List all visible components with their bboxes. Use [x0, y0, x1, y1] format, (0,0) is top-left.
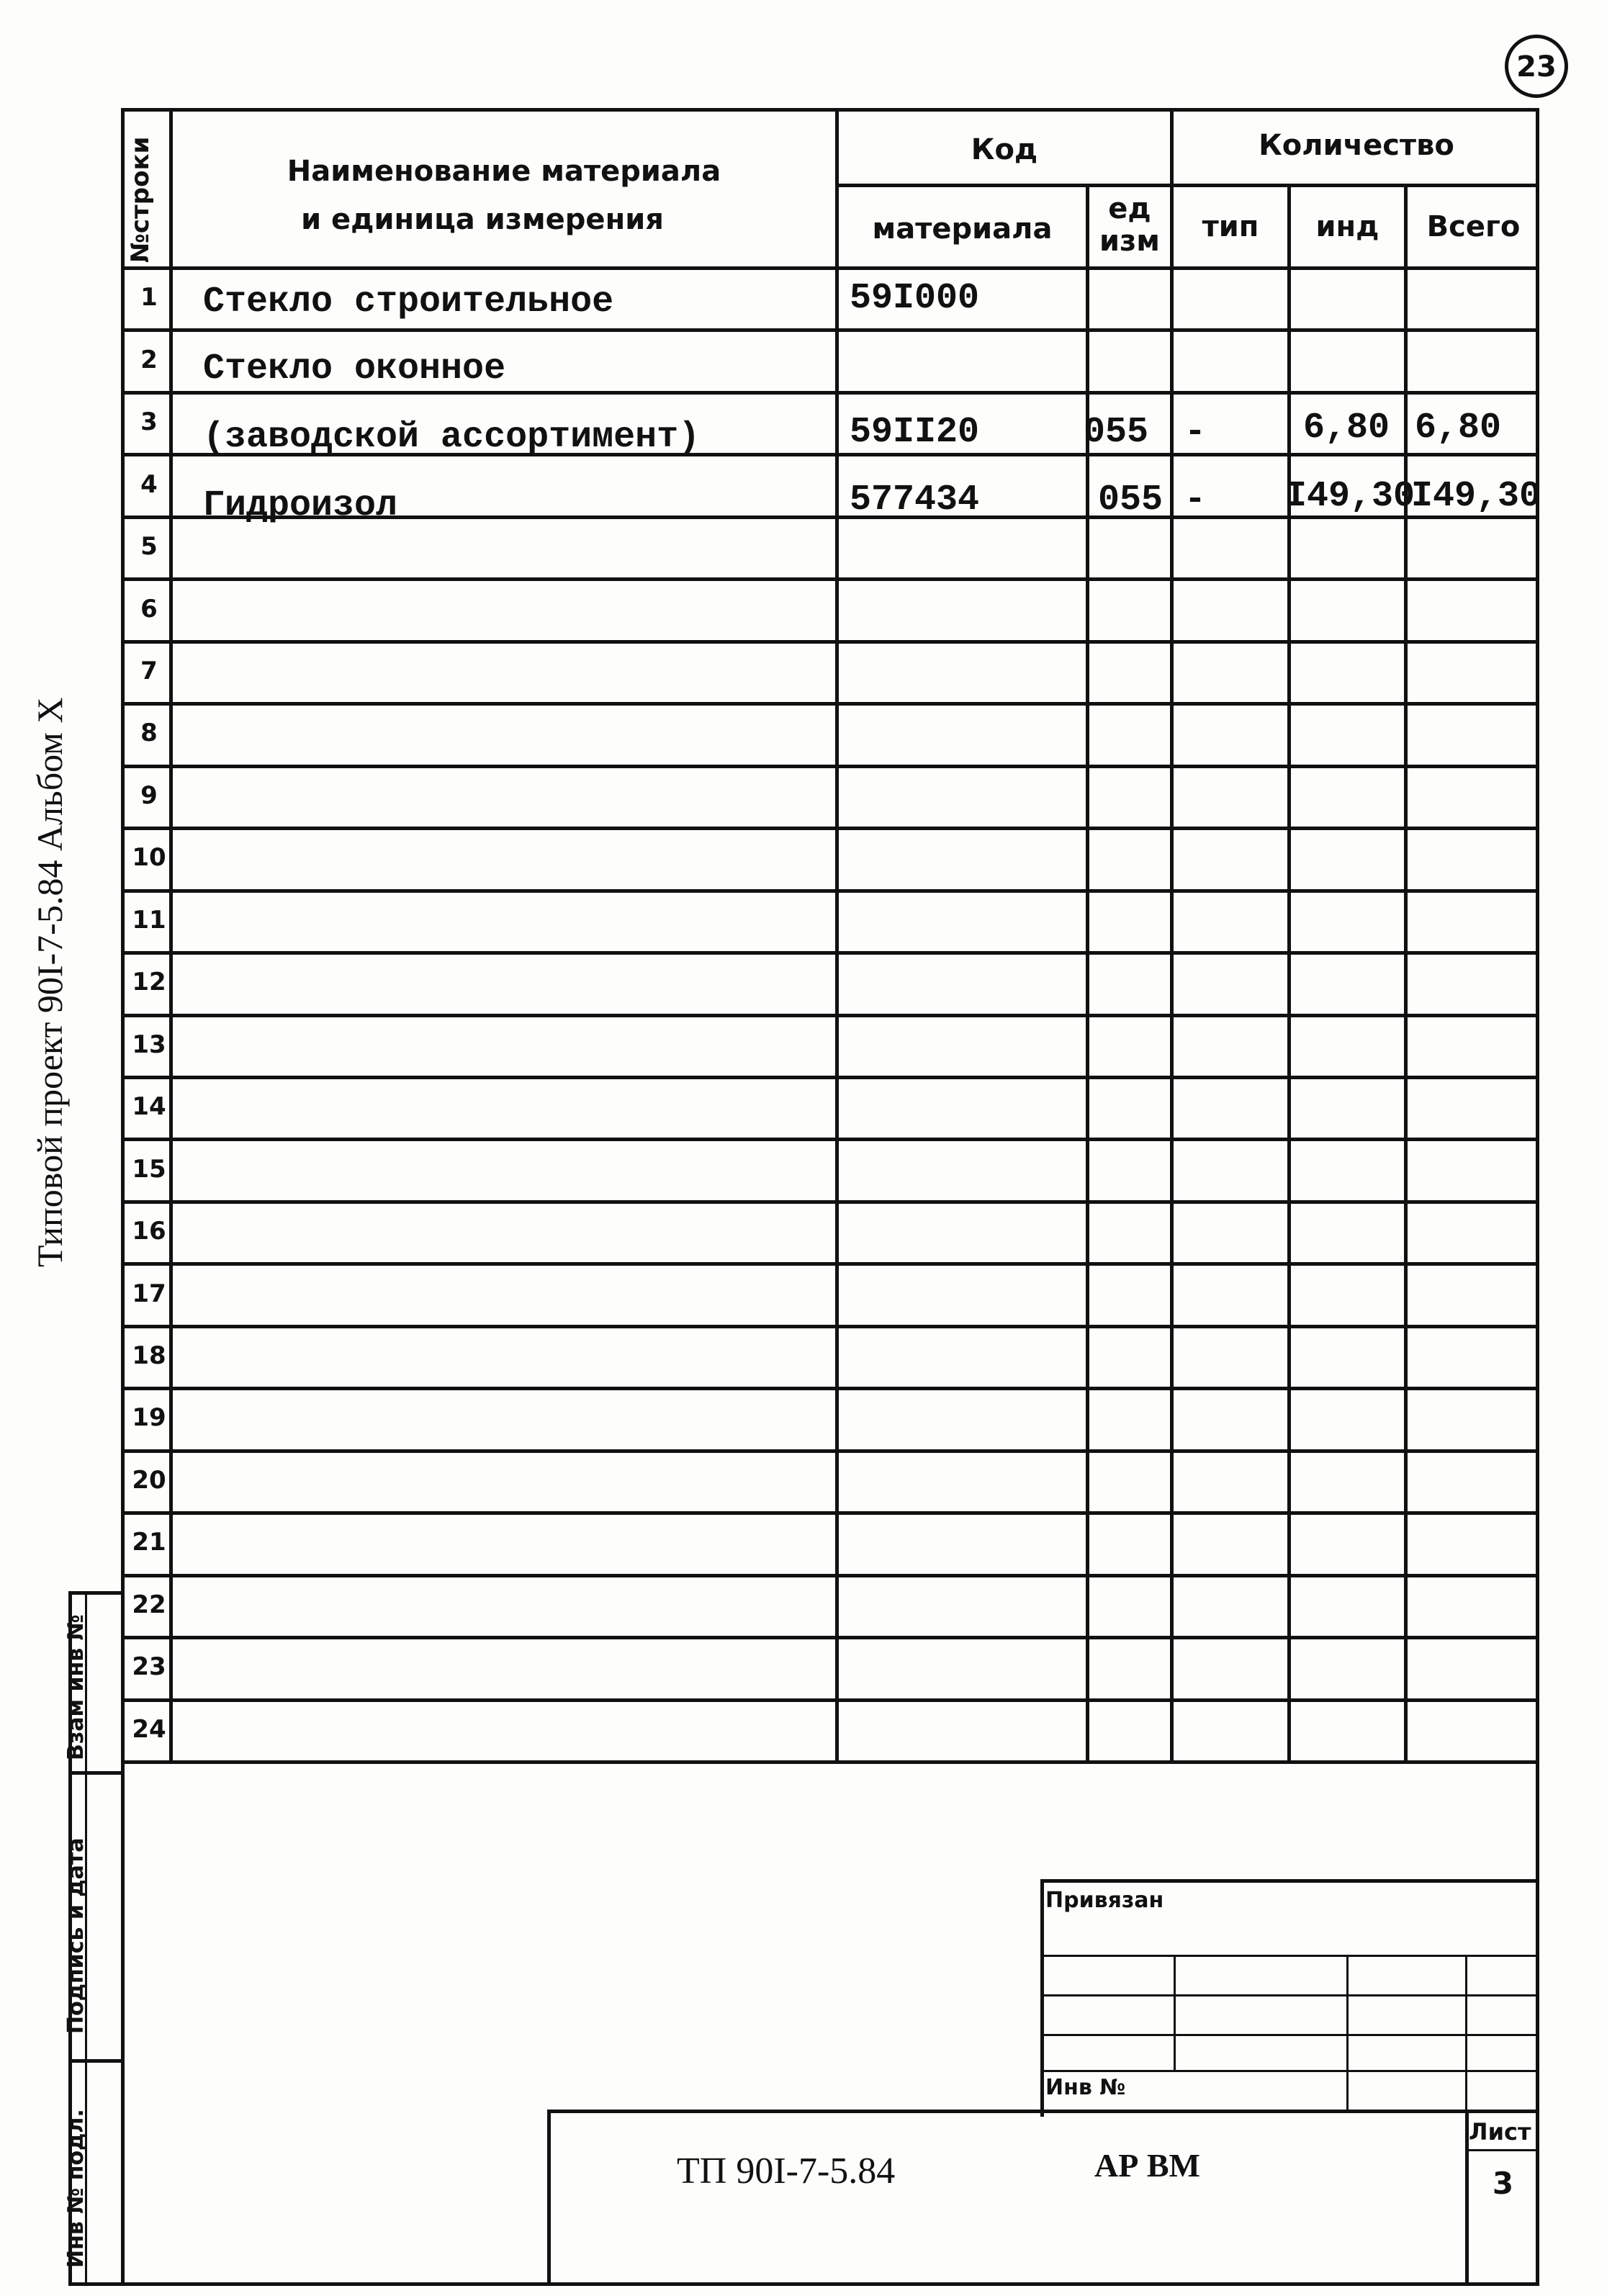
lower-frame	[121, 1760, 1539, 2286]
tb-sheet-split	[1465, 2149, 1539, 2151]
row-separator	[121, 889, 1539, 893]
row-number: 20	[132, 1465, 166, 1495]
row-separator	[121, 827, 1539, 830]
row-separator	[121, 640, 1539, 644]
row-number: 2	[140, 345, 158, 374]
row-3-type: -	[1184, 412, 1207, 453]
row-number: 17	[132, 1279, 166, 1308]
row-separator	[121, 1449, 1539, 1453]
row-number: 6	[140, 594, 158, 623]
col-line-type	[1287, 184, 1291, 1764]
header-code-material: материала	[872, 212, 1053, 246]
tb-vline-2	[1346, 1955, 1349, 2110]
tb-vline-3	[1465, 1955, 1467, 2110]
row-number: 18	[132, 1341, 166, 1371]
row-1-name: Стекло строительное	[203, 282, 614, 323]
header-unit-1: ед	[1108, 192, 1151, 225]
row-separator	[121, 391, 1539, 395]
page-number: 23	[1516, 50, 1557, 84]
row-number: 8	[140, 719, 158, 748]
stamp-divider-1	[68, 1771, 125, 1775]
row-1-material-code: 59I000	[850, 278, 980, 319]
header-name-unit: и единица измерения	[301, 203, 664, 236]
tb-privyazan-top	[1040, 1879, 1539, 1883]
row-number: 13	[132, 1030, 166, 1059]
tb-inv-no: Инв №	[1045, 2075, 1126, 2100]
row-number: 4	[140, 469, 158, 499]
row-separator	[121, 1200, 1539, 1204]
tb-main-left	[547, 2110, 551, 2286]
row-separator	[121, 1014, 1539, 1017]
row-separator	[121, 1076, 1539, 1079]
row-4-ind: I49,30	[1285, 476, 1415, 517]
row-2-name: Стекло оконное	[203, 348, 506, 390]
row-separator	[121, 1138, 1539, 1141]
row-number: 5	[140, 532, 158, 562]
header-unit-2: изм	[1099, 225, 1160, 258]
row-number: 24	[132, 1714, 166, 1744]
row-3-name: (заводской ассортимент)	[203, 417, 701, 458]
tb-left	[1040, 1879, 1044, 2117]
row-separator	[121, 1698, 1539, 1702]
row-separator	[121, 1511, 1539, 1515]
stamp-inv-podl: Инв № подл.	[63, 2109, 89, 2268]
row-number: 23	[132, 1652, 166, 1682]
side-title: Типовой проект 90I-7-5.84 Альбом X	[30, 697, 70, 1267]
row-separator	[121, 702, 1539, 706]
row-number: 14	[132, 1092, 166, 1122]
header-name: Наименование материала	[287, 155, 721, 188]
stamp-vzam-inv: Взам инв №	[63, 1614, 89, 1760]
row-number: 7	[140, 656, 158, 685]
row-separator	[121, 577, 1539, 581]
row-number: 1	[140, 283, 158, 312]
row-number: 10	[132, 843, 166, 873]
header-code: Код	[971, 133, 1038, 166]
header-subline	[835, 184, 1539, 187]
row-number: 12	[132, 968, 166, 997]
row-number: 3	[140, 408, 158, 437]
row-4-type: -	[1184, 480, 1207, 521]
row-number: 19	[132, 1403, 166, 1433]
header-row-no: №строки	[126, 136, 155, 263]
col-line-name	[835, 108, 839, 1764]
row-4-material-code: 577434	[850, 480, 980, 521]
header-qty-type: тип	[1202, 210, 1259, 243]
row-separator	[121, 1325, 1539, 1328]
tb-doc-code: ТП 90I-7-5.84	[677, 2151, 896, 2192]
row-3-material-code: 59II20	[850, 412, 980, 453]
row-number: 9	[140, 780, 158, 810]
row-separator	[121, 1387, 1539, 1390]
row-separator	[121, 1636, 1539, 1639]
header-bottom	[121, 266, 1539, 270]
stamp-podpis-data: Подпись и дата	[63, 1837, 89, 2034]
col-line-code	[1170, 108, 1174, 1764]
tb-privyazan: Привязан	[1045, 1888, 1164, 1913]
tb-section: АР ВМ	[1094, 2147, 1200, 2184]
header-qty-ind: инд	[1315, 210, 1379, 243]
row-4-unit: 055	[1098, 480, 1163, 521]
row-4-total: I49,30	[1411, 476, 1541, 517]
row-number: 15	[132, 1154, 166, 1184]
row-separator	[121, 328, 1539, 332]
stamp-divider-2	[68, 2059, 125, 2063]
tb-main-top	[547, 2110, 1539, 2113]
row-separator	[121, 951, 1539, 955]
row-separator	[121, 765, 1539, 768]
row-separator	[121, 1574, 1539, 1577]
row-3-total: 6,80	[1415, 408, 1502, 449]
tb-vline-1	[1174, 1955, 1176, 2070]
header-quantity: Количество	[1259, 129, 1454, 162]
row-number: 11	[132, 905, 166, 935]
row-3-ind: 6,80	[1303, 408, 1390, 449]
row-separator	[121, 1262, 1539, 1266]
row-number: 22	[132, 1590, 166, 1619]
row-4-name: Гидроизол	[203, 485, 398, 526]
tb-sheet-no: 3	[1492, 2166, 1514, 2201]
tb-sheet-label: Лист	[1469, 2118, 1531, 2146]
col-line-ind	[1404, 184, 1408, 1764]
header-qty-total: Всего	[1426, 210, 1521, 243]
row-3-unit: 055	[1084, 412, 1149, 453]
row-number: 16	[132, 1217, 166, 1246]
row-number: 21	[132, 1528, 166, 1557]
